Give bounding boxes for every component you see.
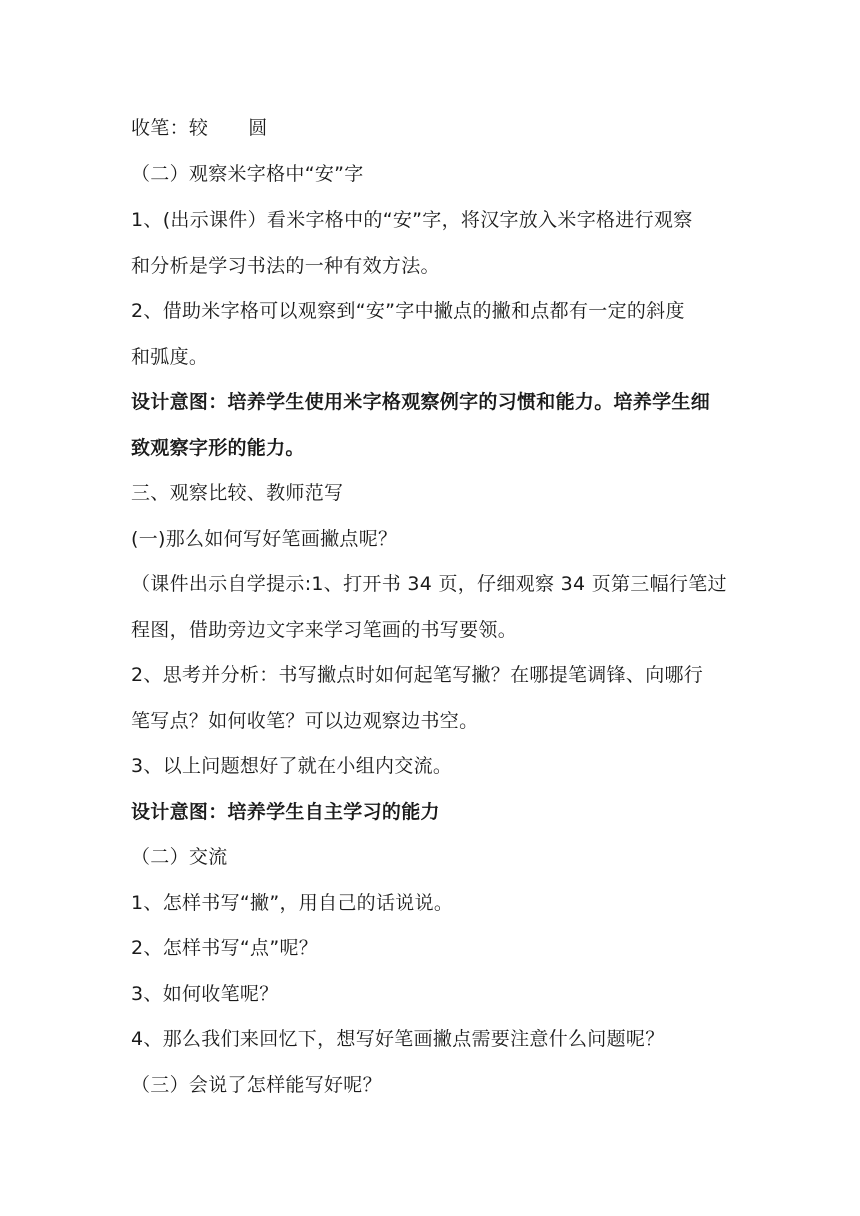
design-intent-line: 设计意图：培养学生自主学习的能力 [131,801,440,823]
text-line: 1、怎样书写“撇”，用自己的话说说。 [131,892,454,914]
text-line: 2、怎样书写“点”呢？ [131,937,319,959]
text-line: （课件出示自学提示:1、打开书 34 页，仔细观察 34 页第三幅行笔过 [131,573,727,595]
section-heading: （二）观察米字格中“安”字 [131,163,364,185]
text-line: 1、(出示课件）看米字格中的“安”字，将汉字放入米字格进行观察 [131,209,693,231]
design-intent-line: 致观察字形的能力。 [131,437,305,459]
text-fragment: 圆 [248,117,268,139]
text-line: 4、那么我们来回忆下，想写好笔画撇点需要注意什么问题呢？ [131,1028,665,1050]
section-heading: （二）交流 [131,846,228,868]
design-intent-line: 设计意图：培养学生使用米字格观察例字的习惯和能力。培养学生细 [131,391,711,413]
text-fragment: 收笔：较 [131,117,209,139]
text-line: 和分析是学习书法的一种有效方法。 [131,255,440,277]
text-line: 程图，借助旁边文字来学习笔画的书写要领。 [131,619,518,641]
section-heading: 三、观察比较、教师范写 [131,482,344,504]
text-line [131,116,731,140]
text-line: 2、思考并分析：书写撇点时如何起笔写撇？在哪提笔调锋、向哪行 [131,664,704,686]
text-line: 3、如何收笔呢？ [131,983,279,1005]
text-line: 和弧度。 [131,346,209,368]
section-heading: （三）会说了怎样能写好呢？ [131,1074,382,1096]
text-line: 3、以上问题想好了就在小组内交流。 [131,755,453,777]
text-line: 笔写点？如何收笔？可以边观察边书空。 [131,710,479,732]
text-line: 2、借助米字格可以观察到“安”字中撇点的撇和点都有一定的斜度 [131,300,685,322]
section-heading: (一)那么如何写好笔画撇点呢？ [131,528,398,550]
